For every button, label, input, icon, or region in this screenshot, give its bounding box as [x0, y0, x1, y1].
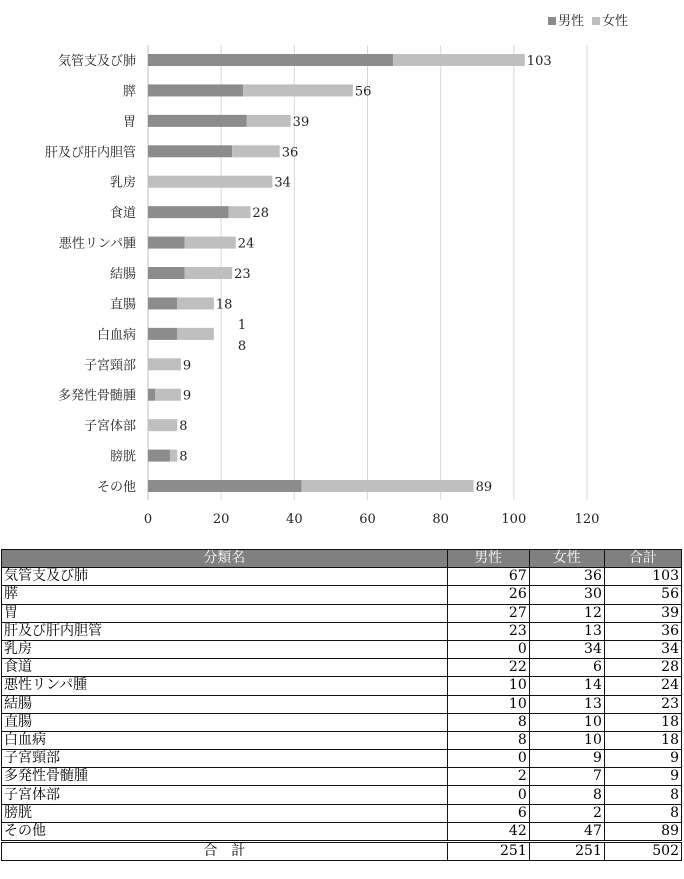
bar-male — [148, 267, 185, 279]
category-label: 乳房 — [109, 175, 136, 191]
cell-category: 結腸 — [2, 695, 448, 713]
table-row — [2, 713, 682, 731]
category-label: 食道 — [109, 206, 136, 222]
bar-male — [148, 145, 232, 157]
cell-category: その他 — [2, 822, 448, 841]
header-female: 女性 — [529, 550, 604, 568]
total-label: 24 — [237, 236, 255, 252]
category-label: 膀胱 — [109, 449, 136, 465]
cell-category: 乳房 — [2, 640, 448, 658]
total-label: 9 — [182, 358, 192, 374]
bar-female — [232, 145, 280, 157]
total-label: 36 — [281, 145, 299, 161]
cell-female: 12 — [529, 604, 604, 622]
total-label: 56 — [354, 84, 372, 100]
total-label: 9 — [182, 388, 192, 404]
bar-female — [393, 54, 525, 66]
cell-total: 103 — [604, 568, 681, 586]
table-row — [2, 640, 682, 658]
bar-female — [148, 419, 177, 431]
cell-female: 10 — [529, 713, 604, 731]
cell-male: 23 — [447, 622, 529, 640]
cell-male: 26 — [447, 586, 529, 604]
cell-male: 2 — [447, 768, 529, 786]
total-label: 103 — [526, 54, 552, 69]
bar-male — [148, 206, 228, 218]
cell-total: 23 — [604, 695, 681, 713]
cell-male: 67 — [447, 568, 529, 586]
bar-female — [302, 480, 474, 492]
cell-male: 22 — [447, 659, 529, 677]
legend-item-male — [548, 10, 584, 29]
header-male: 男性 — [447, 550, 529, 568]
cell-female: 13 — [529, 622, 604, 640]
cell-category: 直腸 — [2, 713, 448, 731]
x-tick-label: 100 — [501, 512, 527, 527]
bar-female — [170, 450, 177, 462]
category-label: 膵 — [122, 84, 136, 100]
cell-male: 0 — [447, 786, 529, 804]
total-label: 23 — [234, 267, 251, 283]
total-female: 251 — [529, 842, 604, 861]
table-row — [2, 731, 682, 749]
cell-category: 白血病 — [2, 731, 448, 749]
legend-item-female — [592, 10, 628, 29]
total-label-part: 8 — [237, 338, 247, 354]
total-label-part: 1 — [237, 317, 247, 333]
bar-female — [177, 328, 214, 340]
cell-total: 39 — [604, 604, 681, 622]
cell-category: 悪性リンパ腫 — [2, 677, 448, 695]
cell-total: 8 — [604, 804, 681, 822]
bar-female — [247, 115, 291, 127]
total-label: 89 — [475, 480, 493, 496]
cell-female: 30 — [529, 586, 604, 604]
cell-male: 6 — [447, 804, 529, 822]
table-row — [2, 750, 682, 768]
data-table — [1, 549, 682, 861]
bar-male — [148, 297, 177, 309]
table-row — [2, 568, 682, 586]
total-label: 合 計 — [2, 842, 448, 861]
bar-male — [148, 54, 393, 66]
cell-total: 8 — [604, 786, 681, 804]
bar-male — [148, 115, 247, 127]
category-label: その他 — [96, 480, 136, 496]
cell-female: 36 — [529, 568, 604, 586]
x-tick-label: 120 — [574, 512, 600, 527]
category-label: 肝及び肝内胆管 — [44, 145, 136, 161]
legend-label-male: 男性 — [558, 14, 585, 29]
legend-swatch-female — [592, 17, 600, 25]
cell-category: 膀胱 — [2, 804, 448, 822]
total-label: 39 — [292, 114, 310, 130]
cell-male: 0 — [447, 640, 529, 658]
cell-male: 8 — [447, 713, 529, 731]
legend-label-female: 女性 — [602, 14, 629, 29]
table-row — [2, 786, 682, 804]
cell-female: 34 — [529, 640, 604, 658]
cell-category: 胃 — [2, 604, 448, 622]
total-male: 251 — [447, 842, 529, 861]
table-total-row — [2, 842, 682, 861]
cell-category: 多発性骨髄腫 — [2, 768, 448, 786]
category-label: 子宮頸部 — [83, 358, 136, 374]
cell-category: 子宮頸部 — [2, 750, 448, 768]
x-tick-label: 40 — [286, 512, 303, 527]
cell-female: 13 — [529, 695, 604, 713]
legend-swatch-male — [548, 17, 556, 25]
cell-male: 10 — [447, 695, 529, 713]
category-label: 悪性リンパ腫 — [58, 236, 136, 252]
chart-legend — [548, 10, 628, 29]
table-row — [2, 622, 682, 640]
bar-female — [228, 206, 250, 218]
cell-female: 14 — [529, 677, 604, 695]
cell-male: 0 — [447, 750, 529, 768]
bar-female — [148, 176, 272, 188]
cell-total: 18 — [604, 731, 681, 749]
category-label: 子宮体部 — [83, 419, 136, 435]
x-tick-label: 80 — [432, 512, 449, 527]
total-label: 28 — [252, 206, 269, 222]
cell-male: 27 — [447, 604, 529, 622]
cell-female: 9 — [529, 750, 604, 768]
header-category: 分類名 — [2, 550, 448, 568]
category-label: 多発性骨髄腫 — [57, 388, 136, 404]
table-row — [2, 604, 682, 622]
cell-male: 10 — [447, 677, 529, 695]
bar-female — [185, 267, 233, 279]
table-row — [2, 822, 682, 841]
cell-total: 34 — [604, 640, 681, 658]
table-row — [2, 677, 682, 695]
cell-category: 気管支及び肺 — [2, 568, 448, 586]
cell-female: 7 — [529, 768, 604, 786]
category-label: 直腸 — [109, 297, 136, 313]
total-label: 8 — [179, 419, 188, 435]
bar-female — [185, 237, 236, 249]
cell-female: 8 — [529, 786, 604, 804]
table-row — [2, 695, 682, 713]
total-label: 18 — [215, 297, 233, 313]
table-row — [2, 768, 682, 786]
table-row — [2, 804, 682, 822]
cell-female: 6 — [529, 659, 604, 677]
cell-total: 56 — [604, 586, 681, 604]
x-tick-label: 20 — [212, 512, 230, 527]
category-label: 胃 — [122, 114, 136, 130]
cell-total: 24 — [604, 677, 681, 695]
cell-total: 9 — [604, 768, 681, 786]
category-label: 結腸 — [109, 267, 136, 283]
cell-female: 10 — [529, 731, 604, 749]
x-tick-label: 60 — [359, 512, 376, 527]
cell-total: 36 — [604, 622, 681, 640]
bar-male — [148, 84, 243, 96]
cell-female: 47 — [529, 822, 604, 841]
cell-female: 2 — [529, 804, 604, 822]
cell-category: 膵 — [2, 586, 448, 604]
bar-male — [148, 389, 155, 401]
cell-total: 89 — [604, 822, 681, 841]
cell-total: 9 — [604, 750, 681, 768]
cell-male: 8 — [447, 731, 529, 749]
table-header-row — [2, 550, 682, 568]
cell-total: 28 — [604, 659, 681, 677]
bar-male — [148, 480, 302, 492]
total-all: 502 — [604, 842, 681, 861]
bar-male — [148, 328, 177, 340]
table-row — [2, 586, 682, 604]
bar-female — [148, 358, 181, 370]
total-label: 34 — [274, 175, 291, 191]
bar-female — [177, 297, 214, 309]
bar-male — [148, 450, 170, 462]
table-row — [2, 659, 682, 677]
category-label: 白血病 — [96, 327, 136, 343]
cell-category: 食道 — [2, 659, 448, 677]
category-label: 気管支及び肺 — [57, 54, 136, 69]
cell-total: 18 — [604, 713, 681, 731]
bar-female — [155, 389, 181, 401]
cell-category: 肝及び肝内胆管 — [2, 622, 448, 640]
cell-male: 42 — [447, 822, 529, 841]
total-label: 8 — [179, 449, 188, 465]
header-total: 合計 — [604, 550, 681, 568]
x-tick-label: 0 — [143, 512, 153, 527]
bar-female — [243, 84, 353, 96]
cell-category: 子宮体部 — [2, 786, 448, 804]
bar-male — [148, 237, 185, 249]
